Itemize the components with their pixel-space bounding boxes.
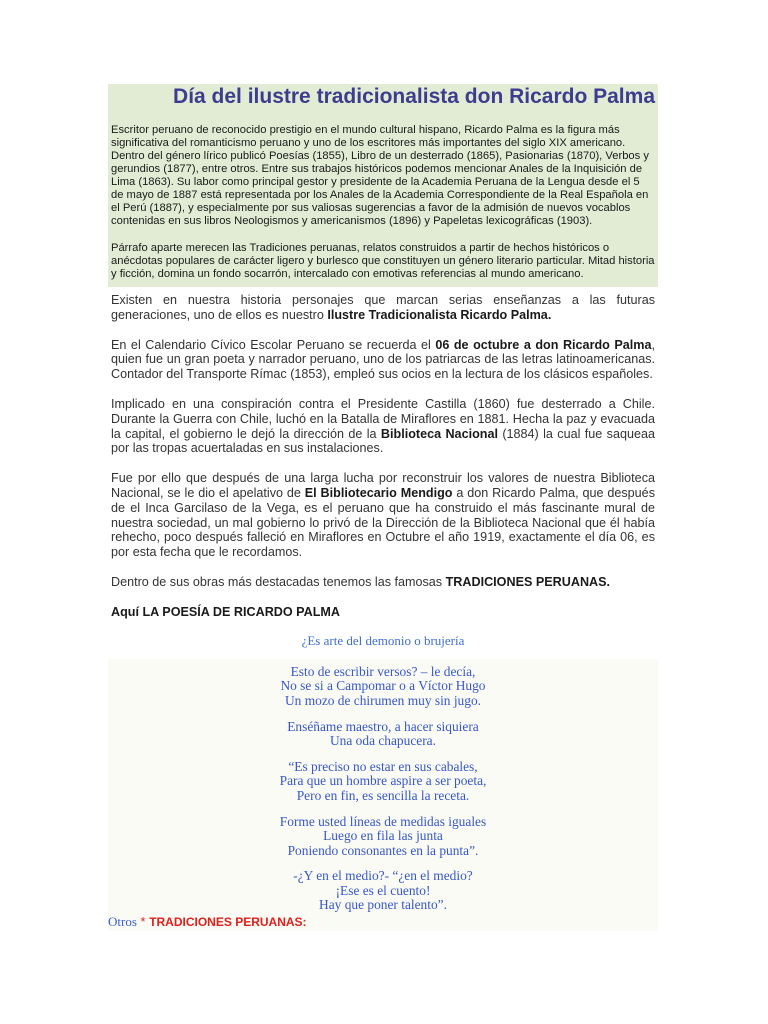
poetry-heading: Aquí LA POESÍA DE RICARDO PALMA [111,604,341,619]
poem-line: Forme usted líneas de medidas iguales [279,813,487,829]
otros-label: Otros [108,914,137,930]
body-paragraph: Implicado en una conspiración contra el Presidente Castilla (1860) fue desterrado a Chile. Durante la Guerra con Chile, luchó en la Batalla de Miraflores en 1881. Hecha la paz y evacuada la capital, el gobierno le dejó la dirección de la Biblioteca Nacional (1884) la cual fue saqueaa por las tropas acuertaladas en sus instalaciones. [111,396,655,456]
otros-line [108,915,658,929]
star-icon: * [136,914,150,930]
page-title: Día del ilustre tradicionalista don Ricardo Palma [173,85,655,108]
article-body [108,293,658,619]
poem-line: Una oda chapucera. [330,733,436,749]
poem-stanza [108,869,658,913]
poem-line: Hay que poner talento”. [319,897,447,913]
poem-box [108,659,658,931]
body-paragraph: Fue por ello que después de una larga lucha por reconstruir los valores de nuestra Biblioteca Nacional, se le dio el apelativo de El Bibliotecario Mendigo a don Ricardo Palma, que después de el Inca Garcilaso de la Vega, es el peruano que ha construido el más fascinante mural de nuestra sociedad, un mal gobierno lo privó de la Dirección de la Biblioteca Nacional que él había rehecho, poco después falleció en Miraflores en Octubre el año 1919, exactamente el día 06, es por esta fecha que le recordamos. [111,471,655,560]
poem-stanza [108,665,658,709]
otros-tradiciones: TRADICIONES PERUANAS: [149,915,307,930]
poem-stanza [108,760,658,804]
intro-box [108,84,658,287]
poem-line: ¡Ese es el cuento! [335,882,431,898]
poem-line: Luego en fila las junta [323,828,443,844]
poem-line: Enséñame maestro, a hacer siquiera [287,718,479,734]
poem-line: Poniendo consonantes en la punta”. [287,842,479,858]
document-page [108,84,658,931]
poem-line: Pero en fin, es sencilla la receta. [296,787,470,803]
intro-text [111,124,655,281]
poem-line: -¿Y en el medio?- “¿en el medio? [293,868,473,884]
poem-stanza [108,815,658,859]
poem-line: Para que un hombre aspire a ser poeta, [279,773,487,789]
body-paragraph: Existen en nuestra historia personajes que marcan serias enseñanzas a las futuras generaciones, uno de ellos es nuestro Ilustre Tradicionalista Ricardo Palma. [111,293,655,322]
poem-line: No se si a Campomar o a Víctor Hugo [280,678,486,694]
body-paragraph: En el Calendario Cívico Escolar Peruano se recuerda el 06 de octubre a don Ricardo Palma, quien fue un gran poeta y narrador peruano, uno de los patriarcas de las letras latinoamericanas. Contador del Transporte Rímac (1853), empleó sus ocios en la lectura de los clásicos españoles. [111,337,655,382]
poem-line: Esto de escribir versos? – le decía, [290,663,476,679]
poem-line: “Es preciso no estar en sus cabales, [288,758,478,774]
poem-stanza [108,720,658,749]
intro-paragraph: Escritor peruano de reconocido prestigio en el mundo cultural hispano, Ricardo Palma es la figura más significativa del romanticismo peruano y uno de los escritores más importantes del siglo XIX americano. Dentro del género lírico publicó Poesías (1855), Libro de un desterrado (1865), Pasionarias (1870), Verbos y gerundios (1877), entre otros. Entre sus trabajos históricos podemos mencionar Anales de la Inquisición de Lima (1863). Su labor como principal gestor y presidente de la Academia Peruana de la Lengua desde el 5 de mayo de 1887 está representada por los Anales de la Academia Correspondiente de la Real Española en el Perú (1887), y especialmente por sus valiosas sugerencias a favor de la admisión de nuevos vocablos contenidas en sus libros Neologismos y americanismos (1896) y Papeletas lexicográficas (1903). [111,124,649,227]
body-paragraph: Dentro de sus obras más destacadas tenemos las famosas TRADICIONES PERUANAS. [111,574,611,589]
poem-title: ¿Es arte del demonio o brujería [301,632,465,648]
poem-line: Un mozo de chirumen muy sin jugo. [285,692,481,708]
intro-paragraph: Párrafo aparte merecen las Tradiciones peruanas, relatos construidos a partir de hechos históricos o anécdotas populares de carácter ligero y burlesco que constituyen un género literario particular. Mitad historia y ficción, domina un fondo socarrón, intercalado con emotivas referencias al mundo americano. [111,242,655,280]
